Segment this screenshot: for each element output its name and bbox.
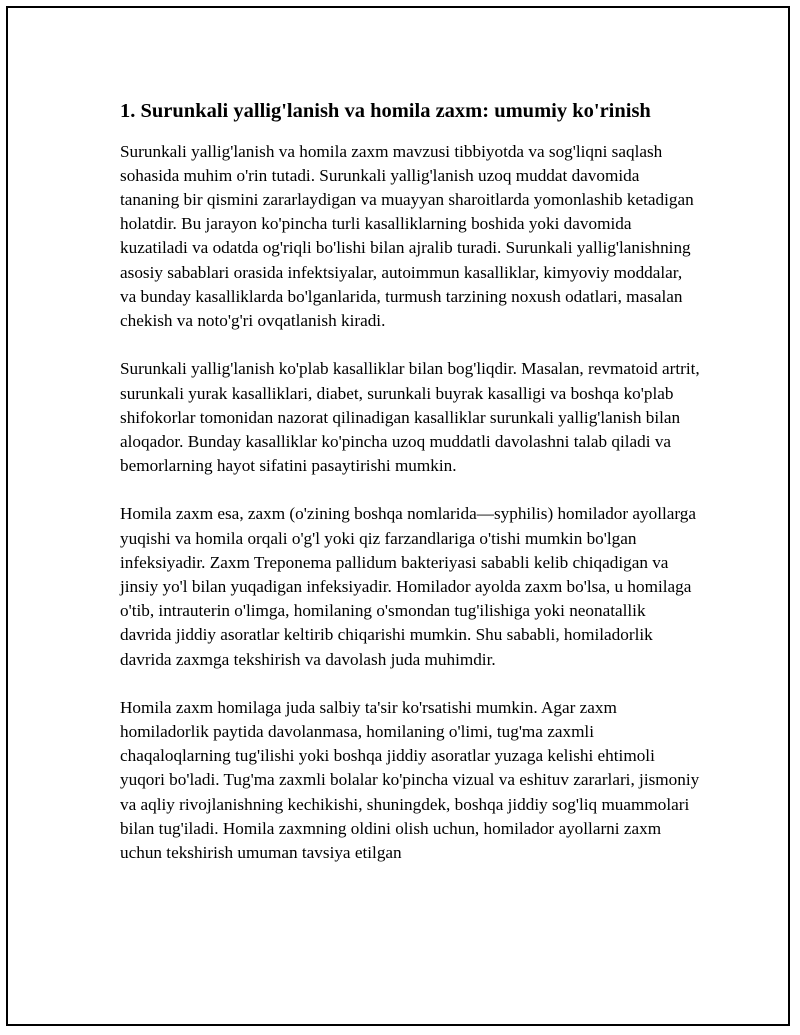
section-heading: 1. Surunkali yallig'lanish va homila zaxm: umumiy ko'rinish <box>120 100 651 122</box>
page-frame <box>6 6 790 1026</box>
paragraph-3: Homila zaxm esa, zaxm (o'zining boshqa nomlarida—syphilis) homilador ayollarga yuqishi va homila orqali o'g'l yoki qiz farzandlariga o'tishi mumkin bo'lgan infeksiyadir. Zaxm Treponema pallidum bakteriyasi sababli kelib chiqadigan va jinsiy yo'l bilan yuqadigan infeksiyadir. Homilador ayolda zaxm bo'lsa, u homilaga o'tib, intrauterin o'limga, homilaning o'smondan tug'ilishiga yoki neonatallik davrida jiddiy asoratlar keltirib chiqarishi mumkin. Shu sababli, homiladorlik davrida zaxmga tekshirish va davolash juda muhimdir. <box>120 504 697 669</box>
document-body <box>120 98 700 889</box>
paragraph-2: Surunkali yallig'lanish ko'plab kasalliklar bilan bog'liqdir. Masalan, revmatoid artrit, surunkali yurak kasalliklari, diabet, surunkali buyrak kasalligi va boshqa ko'plab shifokorlar tomonidan nazorat qilinadigan kasalliklar surunkali yallig'lanish bilan aloqador. Bunday kasalliklar ko'pincha uzoq muddatli davolashni talab qiladi va bemorlarning hayot sifatini pasaytirishi mumkin. <box>120 359 700 476</box>
paragraph-1: Surunkali yallig'lanish va homila zaxm mavzusi tibbiyotda va sog'liqni saqlash sohasida muhim o'rin tutadi. Surunkali yallig'lanish uzoq muddat davomida tananing bir qismini zararlaydigan va muayyan sharoitlarda yomonlashib ketadigan holatdir. Bu jarayon ko'pincha turli kasalliklarning boshida yoki davomida kuzatiladi va odatda og'riqli bo'lishi bilan ajralib turadi. Surunkali yallig'lanishning asosiy sabablari orasida infektsiyalar, autoimmun kasalliklar, kimyoviy moddalar, va bunday kasalliklarda bo'lganlarida, turmush tarzining noxush odatlari, masalan chekish va noto'g'ri ovqatlanish kiradi. <box>120 141 694 331</box>
paragraph-4: Homila zaxm homilaga juda salbiy ta'sir ko'rsatishi mumkin. Agar zaxm homiladorlik paytida davolanmasa, homilaning o'limi, tug'ma zaxmli chaqaloqlarning tug'ilishi yoki boshqa jiddiy asoratlar yuzaga kelishi ehtimoli yuqori bo'ladi. Tug'ma zaxmli bolalar ko'pincha vizual va eshituv zararlari, jismoniy va aqliy rivojlanishning kechikishi, shuningdek, boshqa jiddiy sog'liq muammolari bilan tug'iladi. Homila zaxmning oldini olish uchun, homilador ayollarni zaxm uchun tekshirish umuman tavsiya etilgan <box>120 697 700 862</box>
